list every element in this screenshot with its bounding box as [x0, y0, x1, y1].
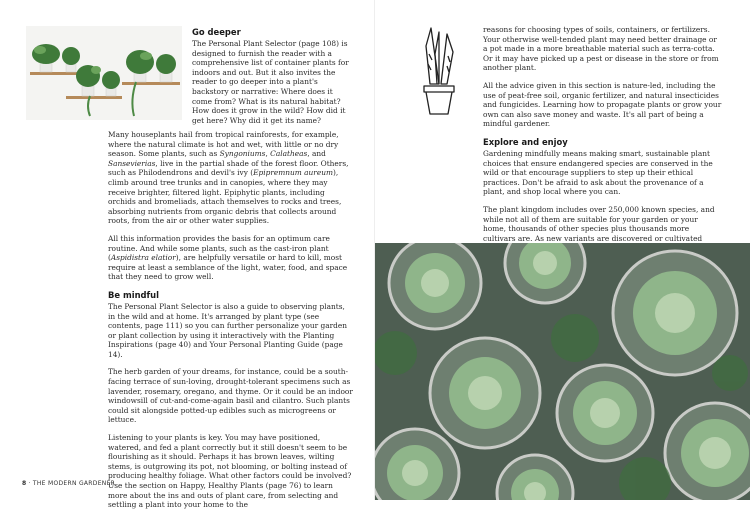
care-routine-paragraph: All this information provides the basis for an optimum care routine. And while some plants, such as the cast-iron plant (Aspidistra elatior), are helpfully versatile or hard to kill, most require at least a semblance of the light, water, food, and space that they need to grow well. — [108, 233, 348, 282]
shelf-plants-photo — [26, 26, 182, 120]
succulents-photo — [375, 243, 750, 500]
left-page — [0, 0, 375, 510]
soils-paragraph: reasons for choosing types of soils, containers, or fertilizers. Your otherwise well-tended plant may need better drainage or a pot made in a more breathable material such as terra-cotta. Or it may have picked up a pest or disease in the store or from another plant. — [483, 25, 719, 73]
herb-garden-paragraph: The herb garden of your dreams, for instance, could be a south-facing terrace of sun-loving, drought-tolerant specimens such as lavender, rosemary, oregano, and thyme. Or it could be an indoor windowsill of cut-and-come-again basil and cilantro. Such plants could sit alongside potted-up edibles such as microgreens or lettuce. — [108, 367, 353, 425]
nature-led-paragraph: All the advice given in this section is nature-led, including the use of peat-free soil, organic fertilizer, and natural insecticides and fungicides. Learning how to propagate plants or grow your own can also save money and waste. It's all part of being a mindful gardener. — [483, 80, 722, 129]
left-body-text — [108, 130, 353, 518]
go-deeper-section — [192, 27, 352, 133]
go-deeper-text: The Personal Plant Selector (page 108) is designed to furnish the reader with a comprehensive list of container plants for indoors and out. But it also invites the reader to go deeper into a plant's backstory or narrative: Where does it come from? What is its natural habitat? How does it grow in the wild? How did it get here? Why did it get its name? — [192, 39, 349, 125]
plant-kingdom-paragraph: The plant kingdom includes over 250,000 known species, and while not all of them are suitable for your garden or your home, thousands of other species plus thousands more cultivars are. As new variants are discovered or cultivated — [483, 204, 715, 243]
listening-paragraph: Listening to your plants is key. You may have positioned, watered, and fed a plant correctly but it still doesn't seem to be flourishing as it should. Perhaps it has brown leaves, wilting stems, is outgrowing its pot, not blooming, or bolting instead of producing healthy foliage. What other factors could be involved? Use the section on Happy, Healthy Plants (page 76) to learn more about the ins and outs of plant care, from selecting and settling a plant into your home to the — [108, 433, 352, 510]
be-mindful-text: The Personal Plant Selector is also a guide to observing plants, in the wild and at home. It's arranged by plant type (see contents, page 111) so you can further personalize your garden or plant collection by using it interactively with the Planting Inspirations (page 40) and Your Personal Planting Guide (page 14). — [108, 301, 348, 359]
page-folio — [22, 480, 115, 487]
go-deeper-heading: Go deeper — [192, 27, 241, 37]
running-title: · THE MODERN GARDENER — [28, 480, 116, 487]
right-column-text — [483, 25, 723, 270]
be-mindful-heading: Be mindful — [108, 289, 160, 300]
rainforest-paragraph: Many houseplants hail from tropical rainforests, for example, where the natural climate is hot and wet, with little or no dry season. Some plants, such as Syngoniums, Calatheas, and Sansevierias, live in the partial shade of the forest floor. Others, such as Philodendrons and devil's ivy (Epipremnum aureum), climb around tree trunks and in canopies, where they may receive brighter, filtered light. Epiphytic plants, including orchids and bromeliads, attach themselves to rocks and trees, absorbing nutrients from organic debris that collects around roots, from the air or other water supplies. — [108, 130, 349, 226]
explore-enjoy-text: Gardening mindfully means making smart, sustainable plant choices that ensure endangered species are conserved in the wild or that encourage suppliers to step up their ethical practices. Don't be afraid to ask about the provenance of a plant, and shop local where you can. — [483, 148, 713, 197]
potted-plant-line-icon — [417, 24, 461, 116]
page-number: 8 — [22, 480, 27, 487]
explore-enjoy-heading: Explore and enjoy — [483, 136, 568, 147]
